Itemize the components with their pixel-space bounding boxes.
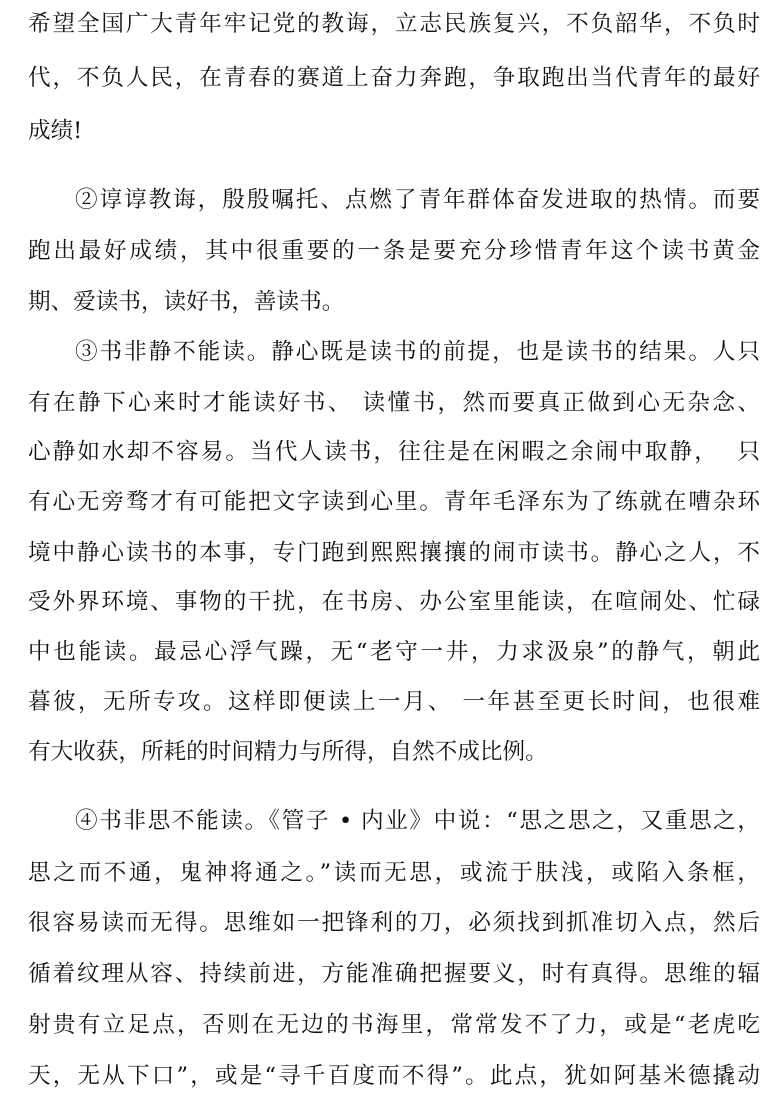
text-line: 很容易读而无得。思维如一把锋利的刀，必须找到抓准切入点，然后 [28,910,760,936]
text-line: 天，无从下口”，或是“寻千百度而不得”。此点，犹如阿基米德撬动 [28,1063,760,1089]
text-line: 循着纹理从容、持续前进，方能准确把握要义，时有真得。思维的辐 [28,961,760,987]
text-line: 思之而不通，鬼神将通之。”读而无思，或流于肤浅，或陷入条框， [28,860,760,886]
paragraph-start-line: ③书非静不能读。静心既是读书的前提，也是读书的结果。人只 [75,339,760,365]
paragraph-start-line: ④书非思不能读。《管子 • 内业》中说：“思之思之，又重思之， [75,808,760,834]
text-line: 有在静下心来时才能读好书、 读懂书，然而要真正做到心无杂念、 [28,390,760,416]
paragraph-start-line: ②谆谆教诲，殷殷嘱托、点燃了青年群体奋发进取的热情。而要 [75,187,760,213]
text-line: 心静如水却不容易。当代人读书，往往是在闲暇之余闹中取静， 只 [28,439,760,465]
text-line: 射贵有立足点，否则在无边的书海里，常常发不了力，或是“老虎吃 [28,1012,760,1038]
text-line: 成绩! [28,118,83,144]
text-line: 希望全国广大青年牢记党的教诲，立志民族复兴，不负韶华，不负时 [28,11,760,37]
text-line: 有大收获，所耗的时间精力与所得，自然不成比例。 [28,739,548,765]
text-line: 受外界环境、事物的干扰，在书房、办公室里能读，在喧闹处、忙碌 [28,589,760,615]
text-line: 中也能读。最忌心浮气躁，无“老守一井，力求汲泉”的静气，朝此 [28,639,760,665]
text-line: 有心无旁骛才有可能把文字读到心里。青年毛泽东为了练就在嘈杂环 [28,489,760,515]
text-line: 跑出最好成绩，其中很重要的一条是要充分珍惜青年这个读书黄金 [28,238,760,264]
text-line: 代，不负人民，在青春的赛道上奋力奔跑，争取跑出当代青年的最好 [28,65,760,91]
text-line: 暮彼，无所专攻。这样即便读上一月、 一年甚至更长时间，也很难 [28,689,760,715]
text-line: 境中静心读书的本事，专门跑到熙熙攘攘的闹市读书。静心之人，不 [28,540,760,566]
text-line: 期、爱读书，读好书，善读书。 [28,289,345,315]
